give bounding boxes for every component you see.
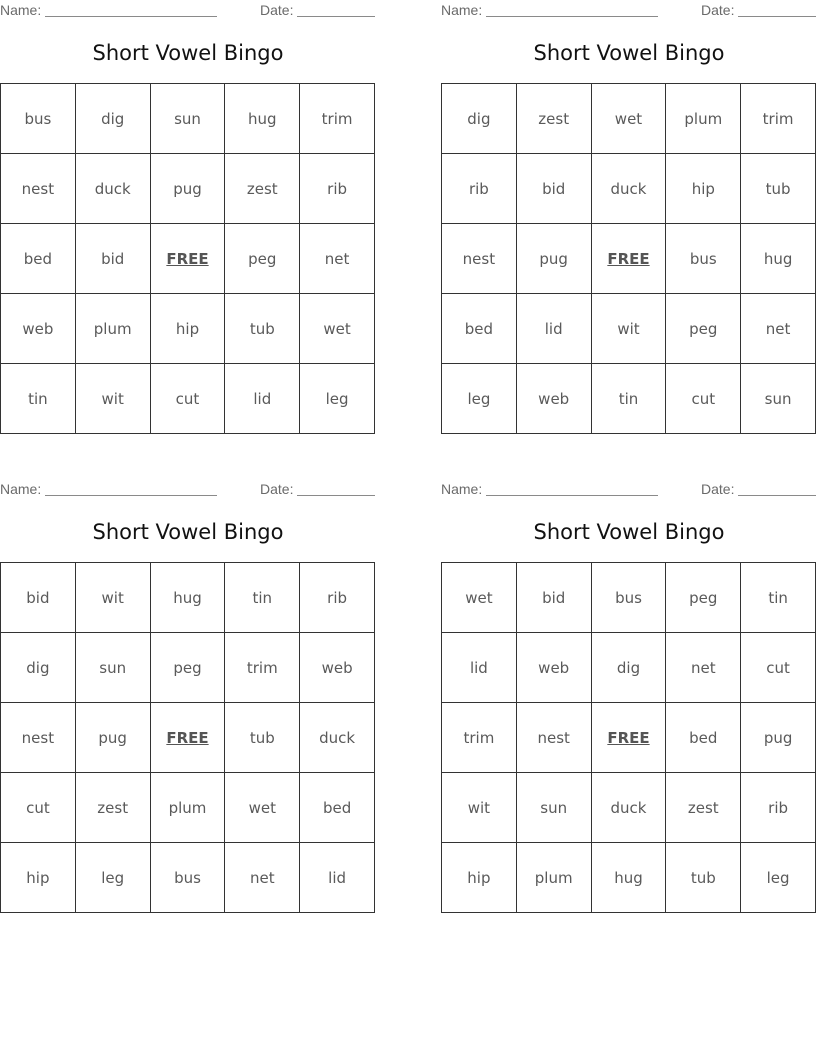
name-blank-line bbox=[486, 16, 658, 17]
bingo-cell: net bbox=[741, 294, 816, 364]
bingo-cell: tin bbox=[225, 563, 300, 633]
bingo-cell: bid bbox=[517, 154, 592, 224]
bingo-cell: zest bbox=[517, 84, 592, 154]
bingo-cell: trim bbox=[442, 703, 517, 773]
bingo-cell: duck bbox=[592, 773, 667, 843]
bingo-cell: rib bbox=[442, 154, 517, 224]
bingo-cell: wet bbox=[225, 773, 300, 843]
bingo-cell: wet bbox=[592, 84, 667, 154]
card-header bbox=[0, 2, 376, 20]
bingo-card bbox=[441, 479, 816, 919]
free-space-cell: FREE bbox=[151, 703, 226, 773]
card-header bbox=[441, 2, 816, 20]
bingo-cell: sun bbox=[76, 633, 151, 703]
bingo-cell: wit bbox=[76, 563, 151, 633]
bingo-cell: rib bbox=[300, 563, 375, 633]
bingo-cell: cut bbox=[151, 364, 226, 434]
bingo-cell: tub bbox=[741, 154, 816, 224]
bingo-cell: net bbox=[300, 224, 375, 294]
bingo-cell: hip bbox=[442, 843, 517, 913]
bingo-cell: wit bbox=[76, 364, 151, 434]
card-title: Short Vowel Bingo bbox=[92, 41, 284, 65]
bingo-cell: hip bbox=[151, 294, 226, 364]
bingo-cell: lid bbox=[442, 633, 517, 703]
name-label: Name: bbox=[441, 481, 483, 497]
bingo-cell: wit bbox=[442, 773, 517, 843]
card-title: Short Vowel Bingo bbox=[92, 520, 284, 544]
bingo-cell: dig bbox=[442, 84, 517, 154]
bingo-cell: peg bbox=[666, 563, 741, 633]
bingo-cell: bed bbox=[442, 294, 517, 364]
bingo-cell: hug bbox=[592, 843, 667, 913]
bingo-cell: web bbox=[517, 633, 592, 703]
bingo-cell: tub bbox=[225, 294, 300, 364]
date-label: Date: bbox=[701, 2, 735, 18]
bingo-cell: dig bbox=[76, 84, 151, 154]
bingo-card bbox=[441, 0, 816, 440]
bingo-cell: hip bbox=[1, 843, 76, 913]
free-space-cell: FREE bbox=[151, 224, 226, 294]
card-header bbox=[0, 481, 376, 499]
bingo-cell: duck bbox=[76, 154, 151, 224]
bingo-grid bbox=[441, 83, 816, 434]
name-label: Name: bbox=[441, 2, 483, 18]
bingo-cell: bus bbox=[1, 84, 76, 154]
bingo-cell: hug bbox=[151, 563, 226, 633]
bingo-cell: sun bbox=[151, 84, 226, 154]
bingo-cell: rib bbox=[741, 773, 816, 843]
date-blank-line bbox=[297, 495, 375, 496]
date-blank-line bbox=[297, 16, 375, 17]
bingo-cell: zest bbox=[666, 773, 741, 843]
bingo-cell: lid bbox=[300, 843, 375, 913]
bingo-cell: net bbox=[666, 633, 741, 703]
date-label: Date: bbox=[701, 481, 735, 497]
date-blank-line bbox=[738, 16, 816, 17]
free-space-cell: FREE bbox=[592, 703, 667, 773]
bingo-cell: wit bbox=[592, 294, 667, 364]
bingo-cell: pug bbox=[151, 154, 226, 224]
bingo-cell: bus bbox=[666, 224, 741, 294]
bingo-cell: dig bbox=[1, 633, 76, 703]
card-title: Short Vowel Bingo bbox=[533, 520, 725, 544]
bingo-grid bbox=[441, 562, 816, 913]
bingo-cell: plum bbox=[76, 294, 151, 364]
bingo-cell: web bbox=[300, 633, 375, 703]
bingo-cell: bed bbox=[300, 773, 375, 843]
bingo-cell: plum bbox=[151, 773, 226, 843]
bingo-cell: web bbox=[517, 364, 592, 434]
bingo-cell: lid bbox=[225, 364, 300, 434]
date-label: Date: bbox=[260, 481, 294, 497]
bingo-grid bbox=[0, 83, 375, 434]
bingo-cell: net bbox=[225, 843, 300, 913]
bingo-cell: hip bbox=[666, 154, 741, 224]
bingo-cell: cut bbox=[1, 773, 76, 843]
bingo-cell: tin bbox=[592, 364, 667, 434]
bingo-cell: bid bbox=[1, 563, 76, 633]
bingo-grid bbox=[0, 562, 375, 913]
date-label: Date: bbox=[260, 2, 294, 18]
bingo-cell: trim bbox=[225, 633, 300, 703]
bingo-cell: trim bbox=[300, 84, 375, 154]
date-blank-line bbox=[738, 495, 816, 496]
bingo-cell: hug bbox=[225, 84, 300, 154]
bingo-cell: lid bbox=[517, 294, 592, 364]
bingo-cell: hug bbox=[741, 224, 816, 294]
card-header bbox=[441, 481, 816, 499]
bingo-cell: pug bbox=[741, 703, 816, 773]
bingo-cell: bed bbox=[666, 703, 741, 773]
bingo-cell: tin bbox=[741, 563, 816, 633]
bingo-cell: trim bbox=[741, 84, 816, 154]
bingo-cell: pug bbox=[517, 224, 592, 294]
bingo-cell: wet bbox=[300, 294, 375, 364]
bingo-cell: tub bbox=[666, 843, 741, 913]
bingo-cell: nest bbox=[517, 703, 592, 773]
bingo-cell: zest bbox=[225, 154, 300, 224]
bingo-cell: nest bbox=[1, 154, 76, 224]
bingo-cell: nest bbox=[1, 703, 76, 773]
free-space-cell: FREE bbox=[592, 224, 667, 294]
bingo-cell: leg bbox=[76, 843, 151, 913]
bingo-cell: peg bbox=[151, 633, 226, 703]
bingo-cell: peg bbox=[666, 294, 741, 364]
name-blank-line bbox=[45, 16, 217, 17]
bingo-card bbox=[0, 0, 376, 440]
bingo-cell: bid bbox=[517, 563, 592, 633]
bingo-cell: duck bbox=[300, 703, 375, 773]
bingo-cell: bus bbox=[151, 843, 226, 913]
bingo-cell: bed bbox=[1, 224, 76, 294]
bingo-cell: tin bbox=[1, 364, 76, 434]
bingo-cell: plum bbox=[517, 843, 592, 913]
bingo-cell: wet bbox=[442, 563, 517, 633]
name-blank-line bbox=[486, 495, 658, 496]
name-label: Name: bbox=[0, 2, 42, 18]
bingo-cell: sun bbox=[517, 773, 592, 843]
card-title: Short Vowel Bingo bbox=[533, 41, 725, 65]
bingo-cell: peg bbox=[225, 224, 300, 294]
bingo-cell: tub bbox=[225, 703, 300, 773]
bingo-cell: duck bbox=[592, 154, 667, 224]
bingo-cell: nest bbox=[442, 224, 517, 294]
bingo-cell: plum bbox=[666, 84, 741, 154]
bingo-cell: bid bbox=[76, 224, 151, 294]
name-label: Name: bbox=[0, 481, 42, 497]
bingo-cell: leg bbox=[300, 364, 375, 434]
bingo-cell: pug bbox=[76, 703, 151, 773]
bingo-cell: leg bbox=[741, 843, 816, 913]
bingo-cell: leg bbox=[442, 364, 517, 434]
bingo-cell: bus bbox=[592, 563, 667, 633]
bingo-cell: cut bbox=[666, 364, 741, 434]
bingo-cell: web bbox=[1, 294, 76, 364]
name-blank-line bbox=[45, 495, 217, 496]
bingo-cell: zest bbox=[76, 773, 151, 843]
bingo-cell: sun bbox=[741, 364, 816, 434]
bingo-cell: rib bbox=[300, 154, 375, 224]
bingo-card bbox=[0, 479, 376, 919]
bingo-cell: dig bbox=[592, 633, 667, 703]
bingo-cell: cut bbox=[741, 633, 816, 703]
